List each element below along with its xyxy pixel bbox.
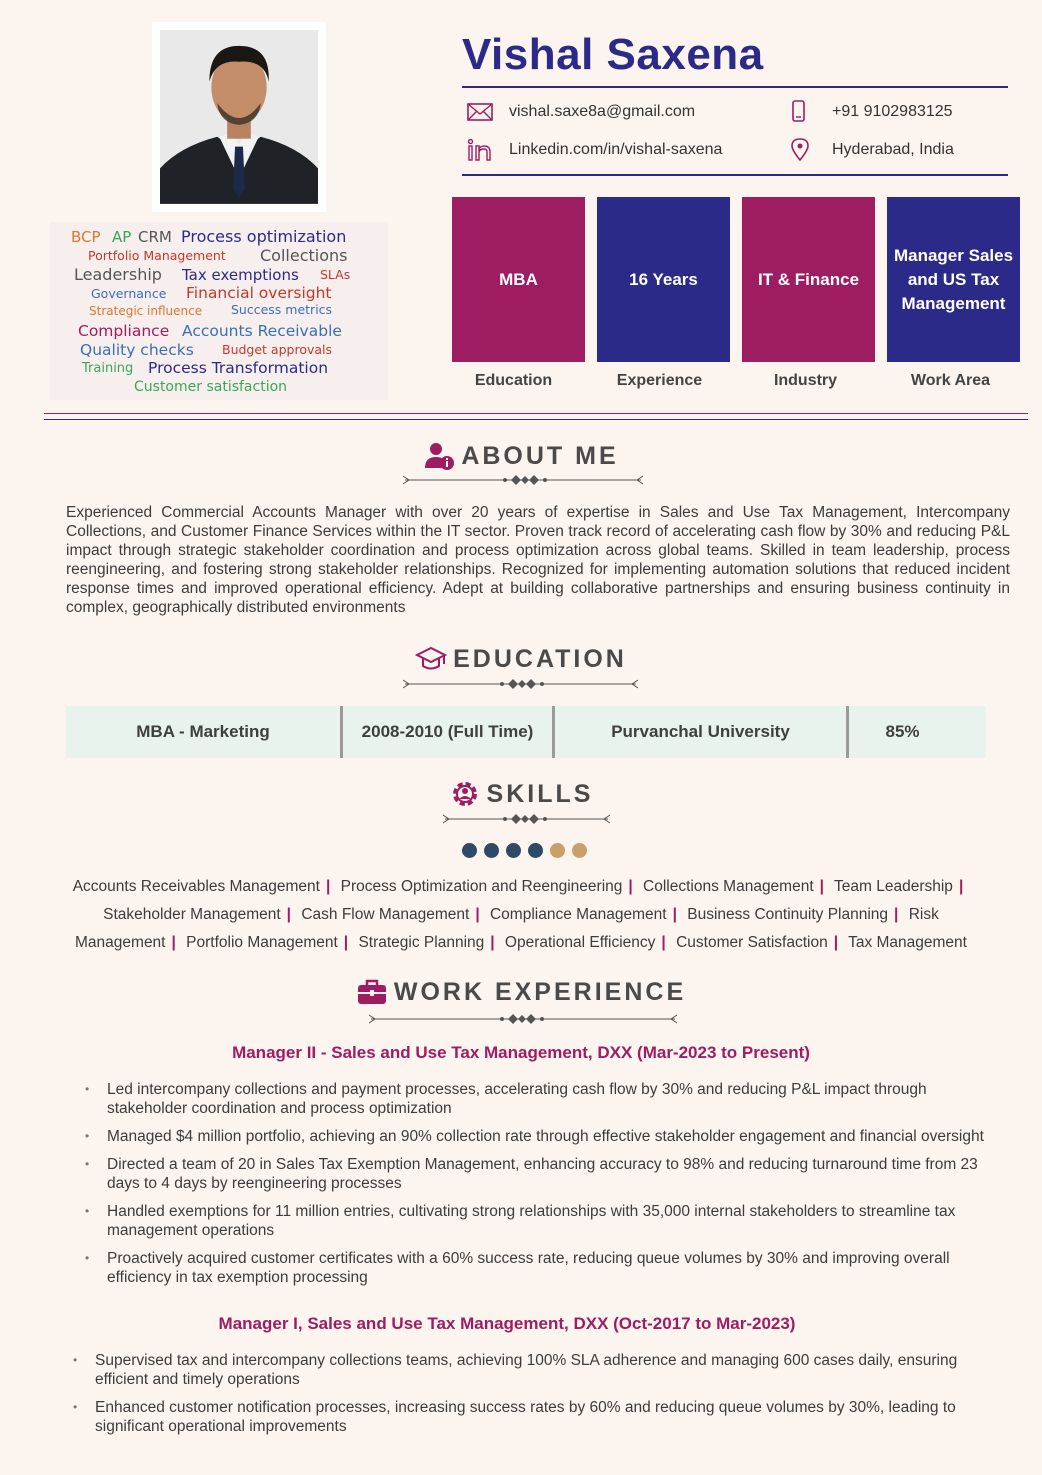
about-header bbox=[0, 440, 1042, 477]
list-item: • Led intercompany collections and payment processes, accelerating cash flow by 30% and reducing P&L impact through stakeholder coordination and process optimization bbox=[107, 1080, 1007, 1118]
ornament-divider bbox=[403, 473, 643, 487]
role-title: Manager II - Sales and Use Tax Management, DXX (Mar-2023 to Present) bbox=[232, 1043, 810, 1062]
skill-separator: | bbox=[958, 878, 964, 895]
location-text: Hyderabad, India bbox=[832, 141, 954, 158]
skill-item: Collections Management bbox=[643, 878, 814, 895]
skill-item: Team Leadership bbox=[834, 878, 953, 895]
cloud-word: Accounts Receivable bbox=[182, 322, 342, 340]
cloud-word: Leadership bbox=[74, 265, 162, 284]
skill-item: Operational Efficiency bbox=[504, 934, 656, 951]
list-item: • Proactively acquired customer certificates with a 60% success rate, reducing queue volumes by 30% and improving overall efficiency in tax exemption processing bbox=[107, 1249, 1007, 1287]
cloud-word: CRM bbox=[138, 228, 172, 246]
section-divider bbox=[44, 413, 1028, 414]
role-bullets bbox=[95, 1351, 995, 1445]
cloud-word: Compliance bbox=[78, 322, 170, 340]
cloud-word: SLAs bbox=[320, 267, 351, 282]
skill-separator: | bbox=[661, 934, 666, 951]
skill-separator: | bbox=[286, 906, 292, 923]
ornament-divider bbox=[403, 677, 638, 691]
cloud-word: Process Transformation bbox=[148, 359, 329, 377]
rating-dot bbox=[572, 843, 587, 858]
role-title: Manager I, Sales and Use Tax Management, DXX (Oct-2017 to Mar-2023) bbox=[218, 1314, 796, 1333]
skill-separator: | bbox=[894, 906, 899, 923]
education-row bbox=[66, 706, 986, 758]
tile-work-area: Manager Sales and US Tax Management bbox=[887, 197, 1020, 362]
tile-experience: 16 Years bbox=[597, 197, 730, 362]
cloud-word: Success metrics bbox=[231, 302, 333, 317]
list-item: • Supervised tax and intercompany collections teams, achieving 100% SLA adherence and managing 600 cases daily, ensuring efficient and timely operations bbox=[95, 1351, 995, 1389]
list-item: • Enhanced customer notification processes, increasing success rates by 60% and reducing queue volumes by 30%, leading to significant operational improvements bbox=[95, 1398, 995, 1436]
phone-text: +91 9102983125 bbox=[832, 103, 953, 120]
role-bullets bbox=[107, 1080, 1007, 1296]
skill-separator: | bbox=[628, 878, 633, 895]
skills-list bbox=[60, 873, 982, 957]
keyword-cloud bbox=[50, 222, 388, 400]
cloud-word: Governance bbox=[91, 286, 167, 301]
skill-item: Tax Management bbox=[848, 934, 967, 951]
skill-separator: | bbox=[833, 934, 839, 951]
education-degree: MBA - Marketing bbox=[66, 706, 343, 758]
skill-separator: | bbox=[819, 878, 824, 895]
user-info-icon bbox=[423, 440, 455, 472]
cloud-word: Portfolio Management bbox=[88, 248, 226, 263]
header-rule bbox=[462, 86, 1008, 88]
cloud-word: Customer satisfaction bbox=[134, 379, 288, 395]
skill-separator: | bbox=[343, 934, 349, 951]
rating-dot bbox=[462, 843, 477, 858]
about-text: Experienced Commercial Accounts Manager with over 20 years of expertise in Sales and Use Tax Management, Intercompany Collections, and Customer Finance Services within the IT sector. Proven track record of accelerating cash flow by 30% and reducing P&L impact through strategic stakeholder coordination and process optimization across global teams. Skilled in team leadership, process reengineering, and fostering strong stakeholder relationships. Recognized for implementing automation solutions that reduced incident response times and improved operational efficiency. Adept at building collaborative partnerships and ensuring business continuity in complex, geographically distributed environments bbox=[66, 504, 1010, 616]
mail-icon bbox=[467, 100, 493, 124]
list-item: • Handled exemptions for 11 million entries, cultivating strong relationships with 35,000 internal stakeholders to streamline tax management operations bbox=[107, 1202, 1007, 1240]
profile-photo bbox=[152, 22, 326, 212]
skill-separator: | bbox=[325, 878, 331, 895]
experience-title: WORK EXPERIENCE bbox=[393, 977, 687, 1006]
skill-separator: | bbox=[490, 934, 495, 951]
tile-label-experience: Experience bbox=[616, 372, 703, 389]
cloud-word: Strategic influence bbox=[89, 304, 203, 318]
location-contact bbox=[790, 138, 954, 162]
rating-dot bbox=[528, 843, 543, 858]
skill-item: Cash Flow Management bbox=[301, 906, 470, 923]
gear-user-icon bbox=[449, 778, 481, 810]
tile-label-education: Education bbox=[474, 372, 553, 389]
skill-separator: | bbox=[171, 934, 176, 951]
rating-dot bbox=[484, 843, 499, 858]
tile-industry: IT & Finance bbox=[742, 197, 875, 362]
ornament-divider bbox=[443, 812, 610, 826]
education-title: EDUCATION bbox=[453, 644, 627, 673]
cloud-word: Training bbox=[82, 361, 134, 376]
skill-item: Accounts Receivables Management bbox=[72, 878, 320, 895]
cloud-word: AP bbox=[112, 228, 132, 246]
cloud-word: Quality checks bbox=[80, 341, 194, 359]
skill-separator: | bbox=[672, 906, 677, 923]
education-score: 85% bbox=[885, 722, 920, 741]
skill-item: Risk Management bbox=[75, 906, 939, 951]
education-period: 2008-2010 (Full Time) bbox=[343, 706, 555, 758]
linkedin-text: Linkedin.com/in/vishal-saxena bbox=[509, 141, 723, 158]
location-pin-icon bbox=[790, 138, 816, 162]
education-university: Purvanchal University bbox=[555, 706, 849, 758]
linkedin-icon bbox=[467, 138, 493, 162]
cloud-word: Budget approvals bbox=[222, 342, 333, 357]
linkedin-contact[interactable] bbox=[467, 138, 722, 162]
list-item: • Directed a team of 20 in Sales Tax Exemption Management, enhancing accuracy to 98% and reducing turnaround time from 23 days to 4 days by reengineering processes bbox=[107, 1155, 1007, 1193]
header-rule bbox=[462, 174, 1008, 176]
phone-contact[interactable] bbox=[790, 100, 953, 124]
cloud-word: BCP bbox=[71, 228, 101, 246]
skill-item: Portfolio Management bbox=[186, 934, 338, 951]
section-divider bbox=[44, 419, 1028, 420]
rating-dot bbox=[550, 843, 565, 858]
skill-separator: | bbox=[475, 906, 480, 923]
skill-item: Stakeholder Management bbox=[103, 906, 281, 923]
tile-label-work-area: Work Area bbox=[910, 372, 991, 389]
email-contact[interactable] bbox=[467, 100, 695, 124]
skill-rating-dots bbox=[462, 843, 587, 858]
skill-item: Strategic Planning bbox=[358, 934, 485, 951]
skill-item: Compliance Management bbox=[489, 906, 667, 923]
list-item: • Managed $4 million portfolio, achieving an 90% collection rate through effective stakeholder engagement and financial oversight bbox=[107, 1127, 1007, 1146]
skills-title: SKILLS bbox=[486, 779, 594, 808]
briefcase-icon bbox=[356, 976, 388, 1008]
graduation-cap-icon bbox=[415, 643, 447, 675]
rating-dot bbox=[506, 843, 521, 858]
about-title: ABOUT ME bbox=[461, 441, 619, 470]
email-text: vishal.saxe8a@gmail.com bbox=[509, 103, 696, 120]
cloud-word: Process optimization bbox=[181, 227, 347, 246]
cloud-word: Tax exemptions bbox=[182, 266, 299, 284]
tile-label-industry: Industry bbox=[773, 372, 838, 389]
education-header bbox=[0, 643, 1042, 680]
skill-item: Business Continuity Planning bbox=[687, 906, 889, 923]
portrait-image bbox=[160, 30, 318, 204]
skill-item: Customer Satisfaction bbox=[676, 934, 828, 951]
skills-header bbox=[0, 778, 1042, 815]
candidate-name: Vishal Saxena bbox=[462, 30, 764, 79]
ornament-divider bbox=[369, 1012, 677, 1026]
phone-icon bbox=[790, 100, 816, 124]
cloud-word: Collections bbox=[260, 246, 348, 265]
experience-header bbox=[0, 976, 1042, 1013]
skill-item: Process Optimization and Reengineering bbox=[340, 878, 623, 895]
tile-education: MBA bbox=[452, 197, 585, 362]
cloud-word: Financial oversight bbox=[186, 284, 332, 302]
